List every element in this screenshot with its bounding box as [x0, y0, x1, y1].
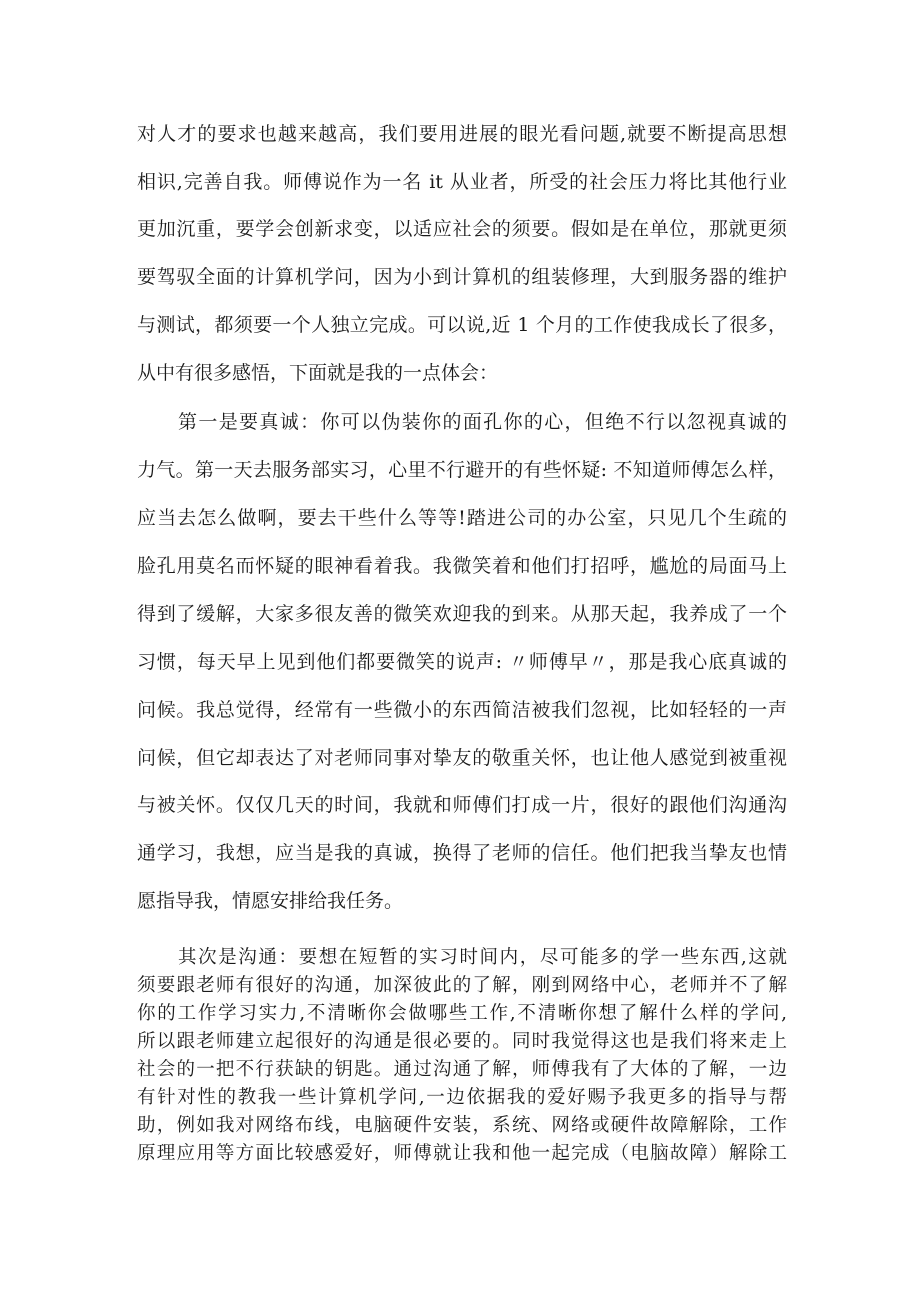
- text-line: 相识,完善自我。师傅说作为一名 it 从业者，所受的社会压力将比其他行业: [137, 171, 787, 193]
- text-line: 社会的一把不行获缺的钥匙。通过沟通了解，师傅我有了大体的了解，一边: [137, 1059, 787, 1080]
- text-line: 助，例如我对网络布线，电脑硬件安装，系统、网络或硬件故障解除，工作: [137, 1115, 787, 1136]
- text-line: 与被关怀。仅仅几天的时间，我就和师傅们打成一片，很好的跟他们沟通沟: [137, 794, 787, 816]
- text-line: 问候。我总觉得，经常有一些微小的东西简洁被我们忽视，比如轻轻的一声: [137, 699, 787, 721]
- text-line: 须要跟老师有很好的沟通，加深彼此的了解，刚到网络中心，老师并不了解: [137, 975, 787, 996]
- text-line: 对人才的要求也越来越高，我们要用进展的眼光看问题,就要不断提高思想: [137, 123, 787, 145]
- text-line: 问候，但它却表达了对老师同事对挚友的敬重关怀，也让他人感觉到被重视: [137, 747, 787, 769]
- text-line: 通学习，我想，应当是我的真诚，换得了老师的信任。他们把我当挚友也情: [137, 842, 787, 864]
- text-line: 力气。第一天去服务部实习，心里不行避开的有些怀疑: 不知道师傅怎么样，: [137, 459, 787, 481]
- text-line: 与测试，都须要一个人独立完成。可以说,近 1 个月的工作使我成长了很多，: [137, 314, 787, 336]
- text-line: 有针对性的教我一些计算机学问,一边依据我的爱好赐予我更多的指导与帮: [137, 1087, 787, 1108]
- text-line: 更加沉重，要学会创新求变，以适应社会的须要。假如是在单位，那就更须: [137, 218, 787, 240]
- text-line: 愿指导我，情愿安排给我任务。: [137, 890, 404, 912]
- text-line: 习惯，每天早上见到他们都要微笑的说声: 〃师傅早〃，那是我心底真诚的: [137, 651, 787, 673]
- text-line: 其次是沟通：要想在短暂的实习时间内，尽可能多的学一些东西,这就: [178, 947, 787, 968]
- text-line: 应当去怎么做啊，要去干些什么等等!踏进公司的办公室，只见几个生疏的: [137, 507, 787, 529]
- text-line: 得到了缓解，大家多很友善的微笑欢迎我的到来。从那天起，我养成了一个: [137, 603, 787, 625]
- text-line: 脸孔用莫名而怀疑的眼神看着我。我微笑着和他们打招呼，尴尬的局面马上: [137, 555, 787, 577]
- text-line: 原理应用等方面比较感爱好，师傅就让我和他一起完成（电脑故障）解除工: [137, 1143, 787, 1164]
- text-line: 从中有很多感悟，下面就是我的一点体会：: [137, 362, 499, 384]
- text-line: 要驾驭全面的计算机学问，因为小到计算机的组装修理，大到服务器的维护: [137, 266, 787, 288]
- text-line: 你的工作学习实力,不清晰你会做哪些工作,不清晰你想了解什么样的学问,: [137, 1003, 787, 1024]
- text-line: 第一是要真诚：你可以伪装你的面孔你的心，但绝不行以忽视真诚的: [178, 411, 787, 433]
- text-line: 所以跟老师建立起很好的沟通是很必要的。同时我觉得这也是我们将来走上: [137, 1031, 787, 1052]
